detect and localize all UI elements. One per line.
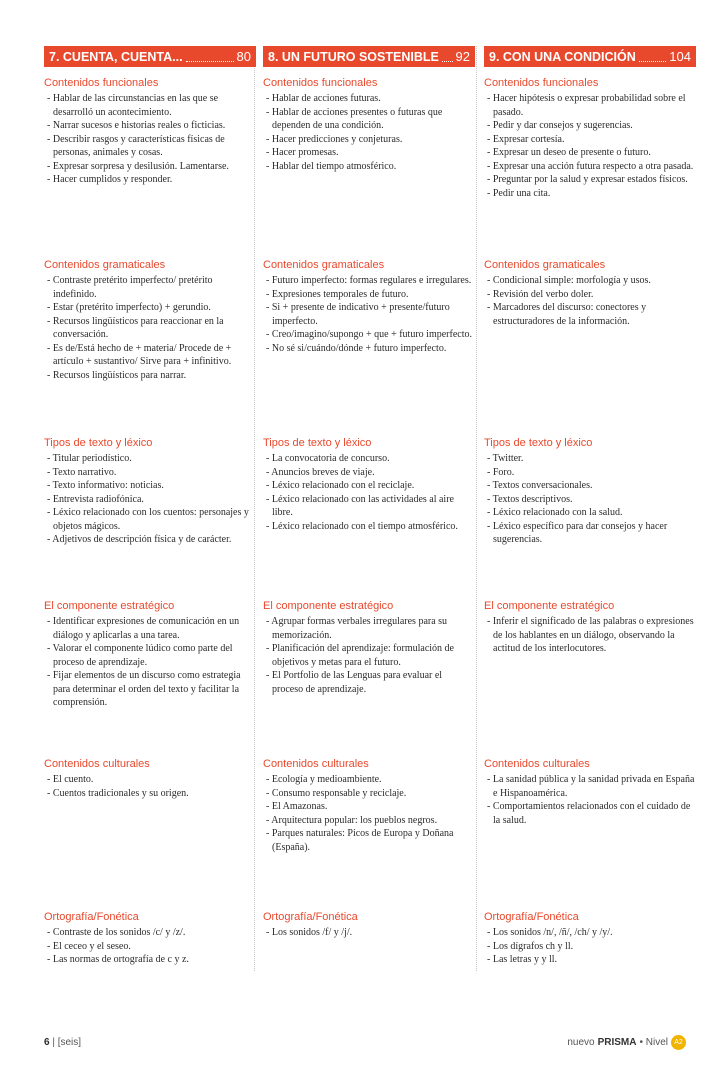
list-item: - No sé si/cuándo/dónde + futuro imperfecto.	[263, 342, 475, 356]
unit-title: 7. CUENTA, CUENTA...	[49, 49, 183, 64]
content-section	[484, 436, 696, 547]
list-item: - Textos descriptivos.	[484, 493, 696, 507]
list-item: - Recursos lingüísticos para narrar.	[44, 369, 256, 383]
list-item: - Planificación del aprendizaje: formulación de objetivos y metas para el futuro.	[263, 642, 475, 669]
list-item: - Expresar cortesía.	[484, 133, 696, 147]
section-list	[44, 926, 256, 967]
section-list	[263, 452, 475, 533]
unit-column	[484, 46, 696, 965]
list-item: - Hacer cumplidos y responder.	[44, 173, 256, 187]
list-item: - Expresiones temporales de futuro.	[263, 288, 475, 302]
section-list	[484, 274, 696, 328]
dot-leader	[442, 52, 453, 62]
list-item: - El Portfolio de las Lenguas para evaluar el proceso de aprendizaje.	[263, 669, 475, 696]
list-item: - Marcadores del discurso: conectores y estructuradores de la información.	[484, 301, 696, 328]
list-item: - Futuro imperfecto: formas regulares e irregulares.	[263, 274, 475, 288]
list-item: - Inferir el significado de las palabras o expresiones de los hablantes en un diálogo, observando la actitud de los interlocutores.	[484, 615, 696, 656]
content-section	[263, 258, 475, 355]
list-item: - Preguntar por la salud y expresar estados físicos.	[484, 173, 696, 187]
level-label: • Nivel	[639, 1037, 668, 1048]
section-title: El componente estratégico	[263, 600, 394, 612]
section-title: Tipos de texto y léxico	[263, 437, 372, 449]
unit-header[interactable]	[44, 46, 256, 67]
section-list	[484, 773, 696, 827]
section-list	[484, 452, 696, 547]
list-item: - La sanidad pública y la sanidad privada en España e Hispanoamérica.	[484, 773, 696, 800]
content-section	[484, 76, 696, 200]
list-item: - El ceceo y el seseo.	[44, 940, 256, 954]
list-item: - Léxico relacionado con el reciclaje.	[263, 479, 475, 493]
section-list	[44, 452, 256, 547]
content-section	[263, 910, 475, 940]
list-item: - Textos conversacionales.	[484, 479, 696, 493]
section-title: Contenidos funcionales	[484, 77, 599, 89]
list-item: - Identificar expresiones de comunicación en un diálogo y aplicarlas a una tarea.	[44, 615, 256, 642]
section-list	[44, 92, 256, 187]
list-item: - Léxico relacionado con los cuentos: personajes y objetos mágicos.	[44, 506, 256, 533]
list-item: - Valorar el componente lúdico como parte del proceso de aprendizaje.	[44, 642, 256, 669]
list-item: - Creo/imagino/supongo + que + futuro imperfecto.	[263, 328, 475, 342]
section-title: Tipos de texto y léxico	[44, 437, 153, 449]
content-section	[44, 258, 256, 382]
content-section	[484, 599, 696, 656]
section-list	[44, 773, 256, 800]
content-section	[44, 599, 256, 710]
unit-page-number: 80	[236, 49, 251, 64]
list-item: - Hablar de acciones presentes o futuras que dependen de una condición.	[263, 106, 475, 133]
unit-title: 8. UN FUTURO SOSTENIBLE	[268, 49, 439, 64]
content-section	[263, 599, 475, 696]
list-item: - Foro.	[484, 466, 696, 480]
dot-leader	[639, 52, 667, 62]
list-item: - Twitter.	[484, 452, 696, 466]
content-section	[484, 757, 696, 827]
list-item: - El cuento.	[44, 773, 256, 787]
unit-header[interactable]	[263, 46, 475, 67]
list-item: - Recursos lingüísticos para reaccionar en la conversación.	[44, 315, 256, 342]
list-item: - Hablar de las circunstancias en las que se desarrolló un acontecimiento.	[44, 92, 256, 119]
list-item: - Hacer predicciones y conjeturas.	[263, 133, 475, 147]
content-section	[44, 436, 256, 547]
unit-page-number: 92	[455, 49, 470, 64]
list-item: - Describir rasgos y características físicas de personas, animales y cosas.	[44, 133, 256, 160]
section-title: Tipos de texto y léxico	[484, 437, 593, 449]
section-list	[484, 926, 696, 967]
content-section	[484, 910, 696, 967]
section-title: Ortografía/Fonética	[44, 911, 139, 923]
list-item: - Consumo responsable y reciclaje.	[263, 787, 475, 801]
section-list	[263, 92, 475, 173]
list-item: - Agrupar formas verbales irregulares para su memorización.	[263, 615, 475, 642]
page-number-text: | [seis]	[52, 1037, 82, 1048]
section-title: Contenidos culturales	[44, 758, 150, 770]
list-item: - Cuentos tradicionales y su origen.	[44, 787, 256, 801]
page-footer-number	[44, 1037, 81, 1048]
list-item: - Léxico relacionado con las actividades al aire libre.	[263, 493, 475, 520]
section-title: Contenidos funcionales	[44, 77, 159, 89]
section-list	[484, 615, 696, 656]
section-title: Contenidos culturales	[263, 758, 369, 770]
section-title: Ortografía/Fonética	[484, 911, 579, 923]
page-number: 6	[44, 1037, 50, 1048]
list-item: - Parques naturales: Picos de Europa y Doñana (España).	[263, 827, 475, 854]
section-list	[263, 615, 475, 696]
dot-leader	[186, 52, 234, 62]
list-item: - Los dígrafos ch y ll.	[484, 940, 696, 954]
list-item: - Hacer promesas.	[263, 146, 475, 160]
list-item: - Pedir y dar consejos y sugerencias.	[484, 119, 696, 133]
section-list	[263, 926, 475, 940]
list-item: - Estar (pretérito imperfecto) + gerundio.	[44, 301, 256, 315]
section-list	[44, 274, 256, 382]
list-item: - Léxico relacionado con la salud.	[484, 506, 696, 520]
list-item: - Las normas de ortografía de c y z.	[44, 953, 256, 967]
brand-prefix: nuevo	[567, 1037, 595, 1048]
unit-header[interactable]	[484, 46, 696, 67]
section-list	[484, 92, 696, 200]
section-title: Contenidos gramaticales	[484, 259, 606, 271]
content-section	[44, 910, 256, 967]
column-divider	[476, 46, 477, 971]
section-title: El componente estratégico	[484, 600, 615, 612]
list-item: - Condicional simple: morfología y usos.	[484, 274, 696, 288]
section-list	[263, 773, 475, 854]
list-item: - La convocatoria de concurso.	[263, 452, 475, 466]
list-item: - Adjetivos de descripción física y de carácter.	[44, 533, 256, 547]
section-title: Contenidos funcionales	[263, 77, 378, 89]
section-title: Contenidos culturales	[484, 758, 590, 770]
list-item: - Contraste de los sonidos /c/ y /z/.	[44, 926, 256, 940]
unit-page-number: 104	[669, 49, 691, 64]
list-item: - Fijar elementos de un discurso como estrategia para determinar el orden del texto y facilitar la comprensión.	[44, 669, 256, 710]
level-badge: A2	[671, 1035, 686, 1050]
unit-column	[263, 46, 475, 938]
content-section	[44, 76, 256, 187]
content-section	[484, 258, 696, 328]
list-item: - Expresar una acción futura respecto a otra pasada.	[484, 160, 696, 174]
list-item: - Hablar de acciones futuras.	[263, 92, 475, 106]
section-list	[263, 274, 475, 355]
list-item: - Las letras y y ll.	[484, 953, 696, 967]
section-title: Contenidos gramaticales	[263, 259, 385, 271]
list-item: - Si + presente de indicativo + presente/futuro imperfecto.	[263, 301, 475, 328]
section-list	[44, 615, 256, 710]
list-item: - Es de/Está hecho de + materia/ Procede de + artículo + sustantivo/ Sirve para + infinitivo.	[44, 342, 256, 369]
list-item: - Revisión del verbo doler.	[484, 288, 696, 302]
content-section	[44, 757, 256, 800]
list-item: - Hacer hipótesis o expresar probabilidad sobre el pasado.	[484, 92, 696, 119]
list-item: - Expresar un deseo de presente o futuro.	[484, 146, 696, 160]
list-item: - Los sonidos /n/, /ñ/, /ch/ y /y/.	[484, 926, 696, 940]
brand-name: PRISMA	[597, 1037, 637, 1048]
unit-title: 9. CON UNA CONDICIÓN	[489, 49, 636, 64]
unit-column	[44, 46, 256, 965]
list-item: - Narrar sucesos e historias reales o ficticias.	[44, 119, 256, 133]
list-item: - Contraste pretérito imperfecto/ pretérito indefinido.	[44, 274, 256, 301]
list-item: - Léxico relacionado con el tiempo atmosférico.	[263, 520, 475, 534]
content-section	[263, 436, 475, 533]
page-footer-brand	[567, 1035, 686, 1050]
list-item: - Comportamientos relacionados con el cuidado de la salud.	[484, 800, 696, 827]
section-title: Contenidos gramaticales	[44, 259, 166, 271]
list-item: - Ecología y medioambiente.	[263, 773, 475, 787]
list-item: - Anuncios breves de viaje.	[263, 466, 475, 480]
list-item: - Entrevista radiofónica.	[44, 493, 256, 507]
list-item: - Titular periodístico.	[44, 452, 256, 466]
section-title: Ortografía/Fonética	[263, 911, 358, 923]
list-item: - Hablar del tiempo atmosférico.	[263, 160, 475, 174]
list-item: - Texto narrativo.	[44, 466, 256, 480]
list-item: - Expresar sorpresa y desilusión. Lamentarse.	[44, 160, 256, 174]
list-item: - Léxico específico para dar consejos y hacer sugerencias.	[484, 520, 696, 547]
list-item: - El Amazonas.	[263, 800, 475, 814]
content-section	[263, 76, 475, 173]
list-item: - Pedir una cita.	[484, 187, 696, 201]
section-title: El componente estratégico	[44, 600, 175, 612]
list-item: - Los sonidos /f/ y /j/.	[263, 926, 475, 940]
list-item: - Arquitectura popular: los pueblos negros.	[263, 814, 475, 828]
list-item: - Texto informativo: noticias.	[44, 479, 256, 493]
content-section	[263, 757, 475, 854]
